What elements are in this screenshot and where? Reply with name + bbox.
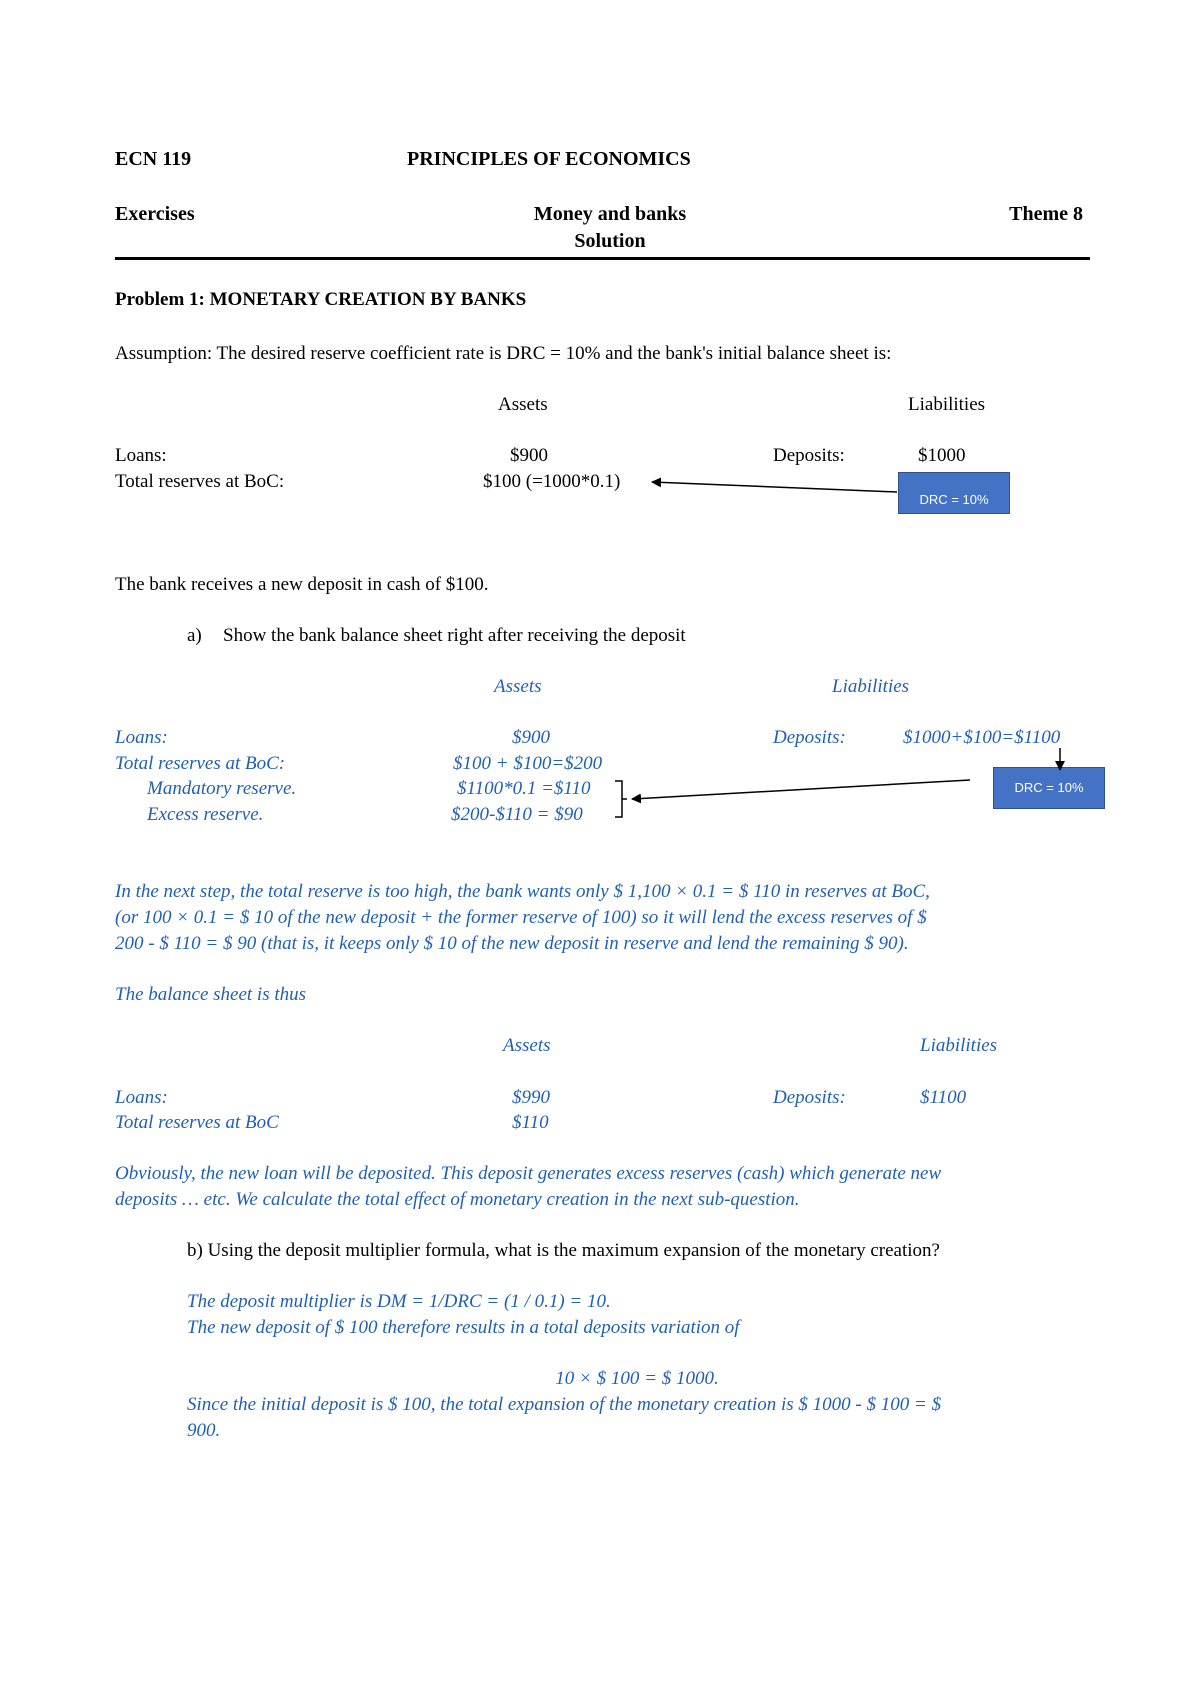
next-step-line-1: In the next step, the total reserve is too high, the bank wants only $ 1,100 × 0.1 = $ 110 in reserves at BoC, — [115, 881, 930, 902]
course-code: ECN 119 — [115, 148, 192, 170]
drc-arrow-2 — [632, 780, 970, 799]
theme-label: Theme 8 — [1009, 203, 1083, 225]
obviously-line-2: deposits … etc. We calculate the total effect of monetary creation in the next sub-question. — [115, 1189, 800, 1210]
reserves-label: Total reserves at BoC: — [115, 471, 285, 492]
drc-box: DRC = 10% — [993, 767, 1105, 809]
question-a-text: Show the bank balance sheet right after receiving the deposit — [223, 625, 686, 646]
answer-b-line-1: The deposit multiplier is DM = 1/DRC = (1 / 0.1) = 10. — [187, 1291, 611, 1312]
liabilities-heading: Liabilities — [832, 676, 910, 697]
deposits-label: Deposits: — [773, 1087, 846, 1108]
loans-label: Loans: — [115, 727, 168, 748]
liabilities-heading: Liabilities — [920, 1035, 998, 1056]
problem-title: Problem 1: MONETARY CREATION BY BANKS — [115, 289, 527, 310]
deposits-value: $1000 — [918, 445, 966, 466]
deposits-value: $1100 — [920, 1087, 967, 1108]
answer-b-line-3: Since the initial deposit is $ 100, the total expansion of the monetary creation is $ 1000 - $ 100 = $ — [187, 1394, 942, 1415]
loans-value: $900 — [512, 727, 550, 748]
assets-heading: Assets — [498, 394, 548, 415]
answer-b-line-4: 900. — [187, 1420, 221, 1441]
loans-label: Loans: — [115, 1087, 168, 1108]
mandatory-label: Mandatory reserve. — [147, 778, 297, 799]
question-b-text: b) Using the deposit multiplier formula, what is the maximum expansion of the monetary creation? — [187, 1240, 940, 1261]
assets-heading: Assets — [503, 1035, 551, 1056]
balance-intro: The balance sheet is thus — [115, 984, 307, 1005]
reserves-value: $110 — [512, 1112, 549, 1133]
reserves-value: $100 (=1000*0.1) — [483, 471, 621, 492]
reserve-brace — [615, 781, 627, 817]
reserves-value: $100 + $100=$200 — [453, 753, 603, 774]
subtitle: Solution — [574, 230, 646, 252]
reserves-label: Total reserves at BoC — [115, 1112, 279, 1133]
topic-title: Money and banks — [533, 203, 687, 225]
excess-value: $200-$110 = $90 — [451, 804, 583, 825]
course-title: PRINCIPLES OF ECONOMICS — [407, 148, 691, 170]
deposits-label: Deposits: — [773, 727, 846, 748]
next-step-line-3: 200 - $ 110 = $ 90 (that is, it keeps only $ 10 of the new deposit in reserve and lend the remaining $ 90). — [115, 933, 909, 954]
answer-b-line-2: The new deposit of $ 100 therefore results in a total deposits variation of — [187, 1317, 740, 1338]
new-deposit-text: The bank receives a new deposit in cash of $100. — [115, 574, 489, 595]
assets-heading: Assets — [494, 676, 542, 697]
excess-label: Excess reserve. — [147, 804, 264, 825]
next-step-line-2: (or 100 × 0.1 = $ 10 of the new deposit + the former reserve of 100) so it will lend the excess reserves of $ — [115, 907, 927, 928]
drc-box: DRC = 10% — [898, 472, 1010, 514]
question-a-label: a) — [187, 625, 202, 646]
reserves-label: Total reserves at BoC: — [115, 753, 286, 774]
exercises-label: Exercises — [115, 203, 195, 225]
loans-label: Loans: — [115, 445, 167, 466]
answer-b-formula: 10 × $ 100 = $ 1000. — [555, 1368, 719, 1389]
mandatory-value: $1100*0.1 =$110 — [457, 778, 591, 799]
drc-arrow-1 — [652, 482, 897, 492]
loans-value: $990 — [512, 1087, 550, 1108]
liabilities-heading: Liabilities — [908, 394, 986, 415]
loans-value: $900 — [510, 445, 548, 466]
deposits-label: Deposits: — [773, 445, 845, 466]
obviously-line-1: Obviously, the new loan will be deposited. This deposit generates excess reserves (cash) which generate new — [115, 1163, 942, 1184]
deposits-value: $1000+$100=$1100 — [903, 727, 1061, 748]
assumption-text: Assumption: The desired reserve coefficient rate is DRC = 10% and the bank's initial balance sheet is: — [115, 343, 892, 364]
